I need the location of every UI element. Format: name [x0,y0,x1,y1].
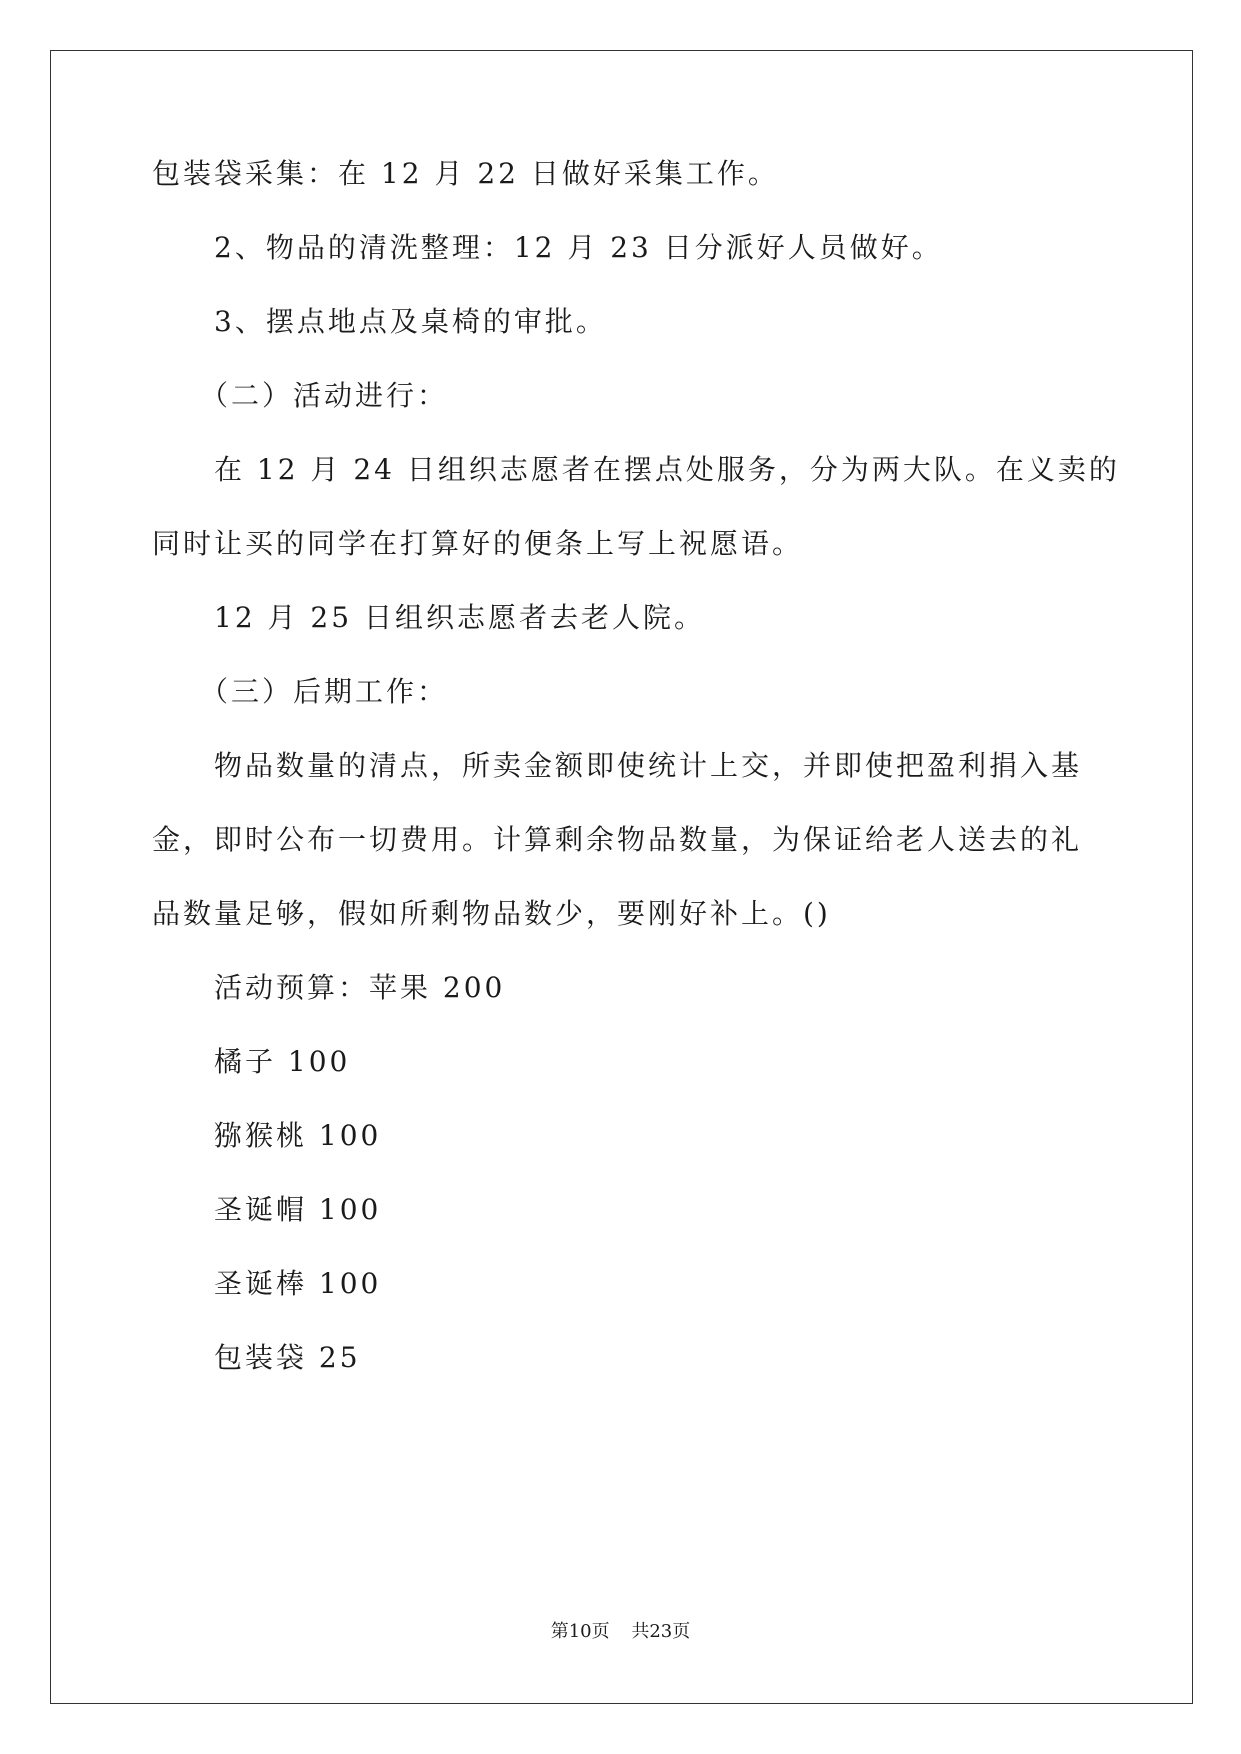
paragraph-line: 在 12 月 24 日组织志愿者在摆点处服务，分为两大队。在义卖的 [214,453,1120,486]
list-item: 3、摆点地点及桌椅的审批。 [214,305,607,338]
paragraph-line: 物品数量的清点，所卖金额即使统计上交，并即使把盈利捐入基 [214,749,1083,782]
paragraph-line: 12 月 25 日组织志愿者去老人院。 [214,601,705,634]
list-item: 2、物品的清洗整理：12 月 23 日分派好人员做好。 [214,231,943,264]
page-total: 共23页 [631,1621,691,1642]
paragraph-line: 同时让买的同学在打算好的便条上写上祝愿语。 [152,527,804,560]
paragraph-line: 品数量足够，假如所剩物品数少，要刚好补上。() [152,897,831,930]
budget-line: 圣诞棒 100 [214,1267,382,1300]
section-heading: （三）后期工作： [200,675,449,708]
section-heading: （二）活动进行： [200,379,449,412]
budget-line: 包装袋 25 [214,1341,361,1374]
budget-line: 活动预算：苹果 200 [214,971,506,1004]
budget-line: 橘子 100 [214,1045,351,1078]
budget-line: 猕猴桃 100 [214,1119,382,1152]
budget-line: 圣诞帽 100 [214,1193,382,1226]
page-border [50,50,1193,1704]
page-number: 第10页 [550,1621,610,1642]
paragraph-line: 金，即时公布一切费用。计算剩余物品数量，为保证给老人送去的礼 [152,823,1083,856]
paragraph-line: 包装袋采集：在 12 月 22 日做好采集工作。 [152,157,779,190]
page-footer [0,1620,1241,1644]
